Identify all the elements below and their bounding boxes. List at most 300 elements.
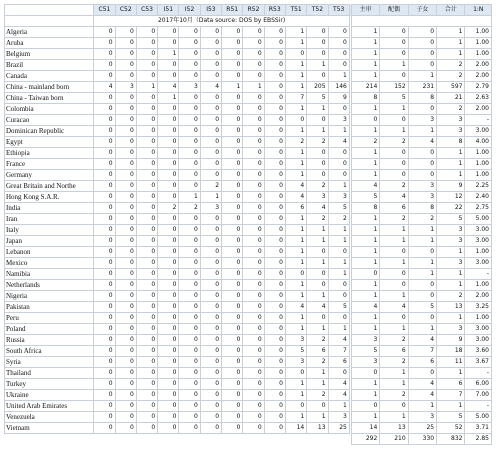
summary-cell: 1 (351, 324, 379, 335)
value-cell: 0 (200, 390, 221, 401)
value-cell: 0 (115, 302, 136, 313)
totals-blank-cell (243, 434, 264, 445)
summary-cell: 9 (437, 181, 465, 192)
summary-cell: 1 (380, 379, 408, 390)
value-cell: 0 (222, 137, 243, 148)
summary-cell: 7 (437, 390, 465, 401)
summary-cell: 11 (437, 357, 465, 368)
value-cell: 0 (243, 181, 264, 192)
value-cell: 0 (136, 313, 157, 324)
summary-cell: 0 (408, 27, 436, 38)
value-cell: 0 (179, 214, 200, 225)
summary-cell: 1 (437, 49, 465, 60)
value-cell: 0 (115, 357, 136, 368)
summary-cell: 1 (351, 280, 379, 291)
summary-cell: 3 (351, 357, 379, 368)
column-header: T51 (285, 5, 306, 16)
value-cell: 0 (243, 412, 264, 423)
value-cell: 0 (285, 401, 306, 412)
summary-cell: 3.71 (465, 423, 492, 434)
value-cell: 0 (200, 368, 221, 379)
total-cell: 292 (351, 434, 379, 445)
value-cell: 3 (200, 203, 221, 214)
value-cell: 0 (115, 93, 136, 104)
summary-cell: 1.00 (465, 159, 492, 170)
value-cell: 3 (115, 82, 136, 93)
country-name: Thailand (5, 368, 94, 379)
summary-cell: 14 (351, 423, 379, 434)
value-cell: 0 (243, 126, 264, 137)
total-cell: 330 (408, 434, 436, 445)
value-cell: 0 (179, 170, 200, 181)
table-row (5, 192, 492, 203)
value-cell: 4 (328, 379, 349, 390)
table-row (5, 302, 492, 313)
summary-cell: 2 (437, 104, 465, 115)
value-cell: 0 (222, 390, 243, 401)
value-cell: 0 (158, 170, 179, 181)
summary-cell: 1 (437, 368, 465, 379)
value-cell: 0 (158, 104, 179, 115)
value-cell: 0 (328, 60, 349, 71)
value-cell: 0 (94, 203, 115, 214)
value-cell: 1 (285, 170, 306, 181)
country-name: Namibia (5, 269, 94, 280)
total-cell: 832 (437, 434, 465, 445)
summary-cell: 4 (351, 302, 379, 313)
value-cell: 0 (243, 247, 264, 258)
value-cell: 0 (115, 313, 136, 324)
value-cell: 0 (264, 170, 285, 181)
summary-cell: 1 (380, 291, 408, 302)
summary-cell: 1 (437, 247, 465, 258)
value-cell: 0 (179, 27, 200, 38)
value-cell: 0 (136, 60, 157, 71)
summary-cell: 2 (380, 335, 408, 346)
column-header: R51 (222, 5, 243, 16)
summary-cell: 4.00 (465, 137, 492, 148)
value-cell: 1 (158, 49, 179, 60)
value-cell: 0 (307, 313, 328, 324)
value-cell: 0 (222, 247, 243, 258)
summary-cell: 4 (408, 137, 436, 148)
value-cell: 0 (94, 170, 115, 181)
value-cell: 1 (285, 280, 306, 291)
table-row (5, 324, 492, 335)
totals-blank-cell (285, 434, 306, 445)
value-cell: 0 (158, 258, 179, 269)
value-cell: 0 (328, 313, 349, 324)
value-cell: 0 (307, 49, 328, 60)
value-cell: 1 (328, 71, 349, 82)
summary-cell: 2 (408, 214, 436, 225)
value-cell: 0 (115, 126, 136, 137)
value-cell: 0 (115, 269, 136, 280)
value-cell: 0 (94, 335, 115, 346)
table-row (5, 379, 492, 390)
value-cell: 0 (179, 291, 200, 302)
summary-cell: 1.00 (465, 313, 492, 324)
value-cell: 0 (222, 214, 243, 225)
summary-cell: 1 (408, 324, 436, 335)
value-cell: 0 (158, 159, 179, 170)
value-cell: 0 (222, 423, 243, 434)
summary-cell: 3.00 (465, 225, 492, 236)
value-cell: 0 (94, 126, 115, 137)
value-cell: 0 (115, 71, 136, 82)
table-row (5, 335, 492, 346)
summary-cell: 1 (408, 71, 436, 82)
value-cell: 0 (264, 71, 285, 82)
country-name: Ukraine (5, 390, 94, 401)
value-cell: 0 (243, 357, 264, 368)
summary-cell: 3.00 (465, 236, 492, 247)
value-cell: 2 (285, 137, 306, 148)
value-cell: 0 (179, 390, 200, 401)
value-cell: 1 (285, 236, 306, 247)
value-cell: 4 (328, 335, 349, 346)
summary-cell: 2.25 (465, 181, 492, 192)
value-cell: 0 (158, 379, 179, 390)
value-cell: 0 (307, 269, 328, 280)
value-cell: 0 (243, 148, 264, 159)
value-cell: 5 (285, 346, 306, 357)
value-cell: 0 (243, 390, 264, 401)
value-cell: 0 (200, 126, 221, 137)
country-name: Vietnam (5, 423, 94, 434)
value-cell: 0 (136, 104, 157, 115)
country-name: Russia (5, 335, 94, 346)
summary-cell: 0 (380, 49, 408, 60)
summary-cell: 214 (351, 82, 379, 93)
summary-cell: 1 (351, 291, 379, 302)
value-cell: 0 (200, 236, 221, 247)
table-row (5, 137, 492, 148)
value-cell: 0 (179, 346, 200, 357)
totals-row (5, 434, 492, 445)
value-cell: 0 (243, 71, 264, 82)
value-cell: 0 (179, 302, 200, 313)
value-cell: 0 (158, 214, 179, 225)
summary-cell: 1 (380, 324, 408, 335)
summary-cell: 1 (408, 401, 436, 412)
value-cell: 9 (328, 93, 349, 104)
column-header: C52 (115, 5, 136, 16)
value-cell: 1 (136, 82, 157, 93)
value-cell: 0 (115, 247, 136, 258)
value-cell: 0 (264, 412, 285, 423)
value-cell: 5 (328, 203, 349, 214)
country-name: Curacao (5, 115, 94, 126)
value-cell: 0 (158, 71, 179, 82)
value-cell: 0 (222, 170, 243, 181)
summary-cell: 3 (408, 412, 436, 423)
value-cell: 0 (158, 126, 179, 137)
value-cell: 0 (243, 60, 264, 71)
value-cell: 0 (179, 126, 200, 137)
value-cell: 0 (307, 170, 328, 181)
total-cell: 2.85 (465, 434, 492, 445)
summary-cell: 3.00 (465, 126, 492, 137)
value-cell: 3 (328, 115, 349, 126)
summary-cell: 6 (437, 379, 465, 390)
country-name: Poland (5, 324, 94, 335)
value-cell: 0 (136, 27, 157, 38)
value-cell: 0 (115, 335, 136, 346)
summary-cell: 2.00 (465, 291, 492, 302)
value-cell: 3 (328, 192, 349, 203)
country-name: Ethiopia (5, 148, 94, 159)
summary-cell: 3 (408, 181, 436, 192)
value-cell: 1 (328, 225, 349, 236)
totals-blank-cell (158, 434, 179, 445)
summary-cell: 5.00 (465, 214, 492, 225)
value-cell: 0 (136, 291, 157, 302)
value-cell: 0 (264, 258, 285, 269)
value-cell: 0 (328, 170, 349, 181)
summary-cell: 3 (408, 115, 436, 126)
value-cell: 1 (307, 225, 328, 236)
value-cell: 0 (200, 302, 221, 313)
column-header: I53 (200, 5, 221, 16)
value-cell: 0 (307, 247, 328, 258)
value-cell: 2 (307, 214, 328, 225)
totals-blank-cell (115, 434, 136, 445)
summary-cell: 1 (380, 412, 408, 423)
value-cell: 0 (264, 49, 285, 60)
value-cell: 1 (328, 401, 349, 412)
summary-cell: 5 (437, 214, 465, 225)
value-cell: 0 (200, 291, 221, 302)
summary-cell: 2 (380, 214, 408, 225)
value-cell: 0 (179, 313, 200, 324)
table-row (5, 49, 492, 60)
country-name: France (5, 159, 94, 170)
value-cell: 0 (179, 258, 200, 269)
value-cell: 0 (264, 236, 285, 247)
value-cell: 0 (179, 115, 200, 126)
value-cell: 4 (158, 82, 179, 93)
value-cell: 0 (222, 357, 243, 368)
value-cell: 2 (328, 214, 349, 225)
value-cell: 0 (158, 357, 179, 368)
value-cell: 0 (200, 38, 221, 49)
country-name: Algeria (5, 27, 94, 38)
table-row (5, 291, 492, 302)
value-cell: 0 (136, 192, 157, 203)
value-cell: 0 (307, 159, 328, 170)
value-cell: 0 (264, 181, 285, 192)
value-cell: 0 (222, 192, 243, 203)
value-cell: 1 (285, 104, 306, 115)
country-name: Colombia (5, 104, 94, 115)
value-cell: 0 (115, 192, 136, 203)
subtitle-summary-blank (351, 16, 491, 27)
value-cell: 0 (179, 148, 200, 159)
value-cell: 0 (200, 60, 221, 71)
summary-cell: 2.00 (465, 71, 492, 82)
value-cell: 0 (243, 302, 264, 313)
value-cell: 0 (136, 346, 157, 357)
value-cell: 0 (179, 280, 200, 291)
value-cell: 0 (94, 313, 115, 324)
summary-cell: 4 (351, 181, 379, 192)
table-row (5, 38, 492, 49)
summary-cell: 0 (380, 27, 408, 38)
value-cell: 0 (243, 346, 264, 357)
value-cell: 0 (222, 335, 243, 346)
value-cell: 0 (94, 302, 115, 313)
summary-cell: 0 (408, 313, 436, 324)
value-cell: 0 (179, 60, 200, 71)
summary-cell: 6 (408, 357, 436, 368)
value-cell: 0 (200, 379, 221, 390)
value-cell: 0 (200, 324, 221, 335)
value-cell: 0 (115, 225, 136, 236)
value-cell: 0 (136, 159, 157, 170)
value-cell: 0 (307, 401, 328, 412)
totals-blank-cell (200, 434, 221, 445)
summary-cell: 7 (408, 346, 436, 357)
value-cell: 0 (307, 71, 328, 82)
summary-cell: 1 (380, 225, 408, 236)
value-cell: 0 (94, 148, 115, 159)
column-header: C53 (136, 5, 157, 16)
value-cell: 1 (285, 27, 306, 38)
table-row (5, 60, 492, 71)
value-cell: 0 (264, 302, 285, 313)
summary-cell: 5 (437, 412, 465, 423)
value-cell: 0 (136, 236, 157, 247)
country-name: Turkey (5, 379, 94, 390)
value-cell: 4 (94, 82, 115, 93)
value-cell: 0 (222, 49, 243, 60)
summary-cell: 1 (437, 313, 465, 324)
summary-cell: 1 (408, 236, 436, 247)
summary-cell: 2.63 (465, 93, 492, 104)
country-name: Lebanon (5, 247, 94, 258)
value-cell: 6 (285, 203, 306, 214)
value-cell: 4 (285, 192, 306, 203)
value-cell: 0 (158, 115, 179, 126)
value-cell: 0 (264, 38, 285, 49)
value-cell: 0 (243, 401, 264, 412)
value-cell: 0 (222, 269, 243, 280)
summary-cell: 4 (408, 390, 436, 401)
value-cell: 0 (264, 159, 285, 170)
value-cell: 4 (200, 82, 221, 93)
country-name: Syria (5, 357, 94, 368)
value-cell: 0 (158, 302, 179, 313)
value-cell: 1 (179, 192, 200, 203)
summary-cell: 1 (351, 71, 379, 82)
value-cell: 0 (179, 181, 200, 192)
column-header: C51 (94, 5, 115, 16)
summary-cell: 1 (351, 170, 379, 181)
value-cell: 0 (264, 104, 285, 115)
value-cell: 0 (158, 137, 179, 148)
value-cell: 0 (136, 181, 157, 192)
total-cell: 210 (380, 434, 408, 445)
totals-blank-cell (264, 434, 285, 445)
value-cell: 0 (328, 104, 349, 115)
summary-cell: 25 (408, 423, 436, 434)
summary-cell: 2.00 (465, 60, 492, 71)
value-cell: 0 (94, 258, 115, 269)
value-cell: 0 (222, 236, 243, 247)
summary-cell: 3 (437, 258, 465, 269)
table-row (5, 203, 492, 214)
value-cell: 0 (179, 159, 200, 170)
summary-cell: 1 (351, 225, 379, 236)
summary-cell: 3.00 (465, 258, 492, 269)
value-cell: 0 (115, 412, 136, 423)
value-cell: 0 (285, 115, 306, 126)
summary-cell: - (465, 115, 492, 126)
value-cell: 0 (222, 291, 243, 302)
summary-cell: 22 (437, 203, 465, 214)
value-cell: 0 (243, 324, 264, 335)
summary-cell: 8 (408, 93, 436, 104)
value-cell: 0 (136, 225, 157, 236)
summary-cell: 1 (351, 104, 379, 115)
column-header: I52 (179, 5, 200, 16)
table-row (5, 181, 492, 192)
value-cell: 0 (243, 379, 264, 390)
summary-cell: 4 (408, 379, 436, 390)
summary-cell: 1 (437, 170, 465, 181)
value-cell: 0 (328, 280, 349, 291)
summary-cell: 1 (351, 236, 379, 247)
value-cell: 0 (264, 313, 285, 324)
value-cell: 1 (328, 126, 349, 137)
summary-cell: 9 (437, 335, 465, 346)
value-cell: 0 (179, 71, 200, 82)
summary-cell: 3.25 (465, 302, 492, 313)
value-cell: 0 (115, 368, 136, 379)
summary-cell: 0 (408, 159, 436, 170)
value-cell: 0 (200, 357, 221, 368)
value-cell: 0 (136, 214, 157, 225)
value-cell: 0 (136, 423, 157, 434)
value-cell: 0 (94, 236, 115, 247)
value-cell: 0 (158, 225, 179, 236)
value-cell: 0 (136, 269, 157, 280)
value-cell: 0 (158, 401, 179, 412)
summary-cell: 0 (408, 38, 436, 49)
summary-cell: 3 (437, 126, 465, 137)
totals-blank-cell (328, 434, 349, 445)
value-cell: 0 (115, 104, 136, 115)
value-cell: 0 (94, 38, 115, 49)
value-cell: 0 (94, 93, 115, 104)
table-subtitle: 2017年10月（Data source: DOS by EBSSir) (94, 16, 350, 27)
country-name: Brazil (5, 60, 94, 71)
value-cell: 0 (115, 170, 136, 181)
value-cell: 0 (179, 93, 200, 104)
summary-cell: 1.00 (465, 170, 492, 181)
summary-cell: 21 (437, 93, 465, 104)
value-cell: 0 (243, 258, 264, 269)
summary-cell: 231 (408, 82, 436, 93)
value-cell: 0 (243, 159, 264, 170)
value-cell: 0 (243, 335, 264, 346)
value-cell: 0 (136, 71, 157, 82)
value-cell: 0 (115, 115, 136, 126)
summary-cell: 2.79 (465, 82, 492, 93)
value-cell: 3 (328, 412, 349, 423)
value-cell: 0 (243, 27, 264, 38)
